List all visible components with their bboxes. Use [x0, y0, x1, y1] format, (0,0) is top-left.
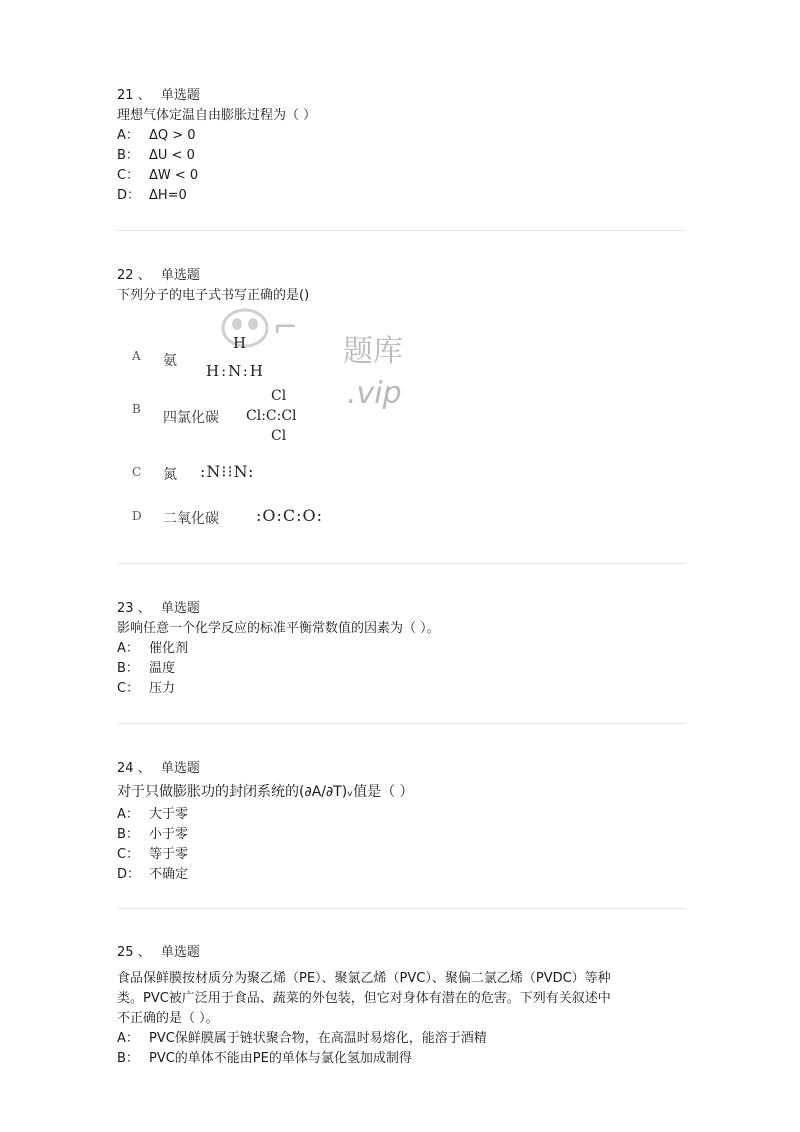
question-type: 单选题: [160, 268, 200, 283]
option-key: D：: [117, 867, 141, 882]
option-text: ΔW < 0: [149, 168, 199, 183]
option-b[interactable]: [117, 659, 687, 679]
option-a[interactable]: [117, 805, 687, 825]
question-number: 24: [117, 761, 134, 776]
question-25: [117, 943, 687, 1069]
option-key: A：: [117, 641, 139, 656]
option-key: A：: [117, 1031, 139, 1046]
ammonia-formula-main: H:N:H: [206, 362, 265, 380]
question-number: 23: [117, 601, 134, 616]
divider: [117, 723, 685, 724]
divider: [117, 230, 685, 231]
option-text: 不确定: [149, 867, 189, 882]
option-text: 小于零: [149, 827, 189, 842]
option-key: B：: [117, 661, 139, 676]
option-a[interactable]: [117, 639, 687, 659]
option-key: B：: [117, 1051, 139, 1066]
option-text: 等于零: [149, 847, 189, 862]
n2-formula: :N⁝⁝N:: [200, 462, 255, 481]
option-d[interactable]: [117, 186, 687, 206]
question-separator: 、: [137, 88, 151, 103]
option-b[interactable]: [117, 146, 687, 166]
option-c[interactable]: [117, 679, 687, 699]
ccl4-formula-bottom: Cl: [271, 428, 287, 444]
question-21: [117, 86, 687, 206]
divider: [117, 563, 685, 564]
option-key: C：: [117, 168, 140, 183]
co2-formula: :O:C:O:: [256, 506, 324, 525]
option-key: A：: [117, 128, 139, 143]
question-header: [117, 943, 687, 963]
question-type: 单选题: [160, 88, 200, 103]
question-header: [117, 599, 687, 619]
question-23: [117, 599, 687, 699]
question-header: [117, 759, 687, 779]
option-key[interactable]: C: [132, 465, 142, 479]
option-key[interactable]: B: [132, 402, 141, 416]
option-key: C：: [117, 847, 140, 862]
question-number: 25: [117, 945, 134, 960]
option-text: PVC的单体不能由PE的单体与氯化氢加成制得: [149, 1051, 412, 1066]
option-key: B：: [117, 148, 139, 163]
option-c[interactable]: [117, 845, 687, 865]
ccl4-formula-main: Cl:C:Cl: [246, 408, 297, 424]
option-text: ΔH=0: [149, 188, 187, 203]
option-a[interactable]: [117, 126, 687, 146]
question-stem-line: 不正确的是（ ）。: [117, 1011, 219, 1026]
watermark-text-1: 题库: [343, 334, 403, 369]
question-number: 22: [117, 268, 134, 283]
option-text: 大于零: [149, 807, 189, 822]
question-stem-line: 类。PVC被广泛用于食品、蔬菜的外包装，但它对身体有潜在的危害。下列有关叙述中: [117, 991, 611, 1006]
option-text: 压力: [149, 681, 176, 696]
option-name: 氮: [163, 467, 177, 483]
option-b[interactable]: [117, 825, 687, 845]
question-separator: 、: [137, 268, 151, 283]
question-stem-line: 食品保鲜膜按材质分为聚乙烯（PE）、聚氯乙烯（PVC）、聚偏二氯乙烯（PVDC）等种: [117, 971, 611, 986]
option-key: D：: [117, 188, 141, 203]
option-text: 温度: [149, 661, 176, 676]
question-stem: 理想气体定温自由膨胀过程为（ ）: [117, 108, 317, 123]
option-a[interactable]: [117, 1029, 687, 1049]
option-text: PVC保鲜膜属于链状聚合物，在高温时易熔化，能溶于酒精: [149, 1031, 487, 1046]
question-separator: 、: [137, 761, 151, 776]
question-type: 单选题: [160, 761, 200, 776]
question-22: [117, 266, 687, 306]
question-stem: 影响任意一个化学反应的标准平衡常数值的因素为（ ）。: [117, 621, 440, 636]
option-name: 四氯化碳: [163, 410, 219, 426]
option-name: 氨: [163, 353, 177, 369]
question-type: 单选题: [160, 601, 200, 616]
option-text: ΔQ > 0: [149, 128, 196, 143]
question-type: 单选题: [160, 945, 200, 960]
watermark-text-2: .vip: [347, 376, 402, 411]
option-name: 二氧化碳: [163, 511, 219, 527]
question-24: [117, 759, 687, 885]
question-header: [117, 86, 687, 106]
option-key[interactable]: D: [132, 509, 142, 523]
option-text: ΔU < 0: [149, 148, 195, 163]
option-key: A：: [117, 807, 139, 822]
question-separator: 、: [137, 945, 151, 960]
option-key[interactable]: A: [132, 349, 141, 363]
option-b[interactable]: [117, 1049, 687, 1069]
question-header: [117, 266, 687, 286]
option-key: C：: [117, 681, 140, 696]
option-key: B：: [117, 827, 139, 842]
ccl4-formula-top: Cl: [271, 388, 287, 404]
option-c[interactable]: [117, 166, 687, 186]
question-stem: 下列分子的电子式书写正确的是(): [117, 288, 310, 303]
question-stem: 对于只做膨胀功的封闭系统的(∂A/∂T)ᵥ值是（ ）: [117, 784, 414, 800]
option-text: 催化剂: [149, 641, 189, 656]
divider: [117, 908, 685, 909]
ammonia-formula-top: H: [233, 334, 247, 352]
question-number: 21: [117, 88, 134, 103]
watermark-glyph: ⌐: [273, 310, 299, 345]
question-separator: 、: [137, 601, 151, 616]
option-d[interactable]: [117, 865, 687, 885]
